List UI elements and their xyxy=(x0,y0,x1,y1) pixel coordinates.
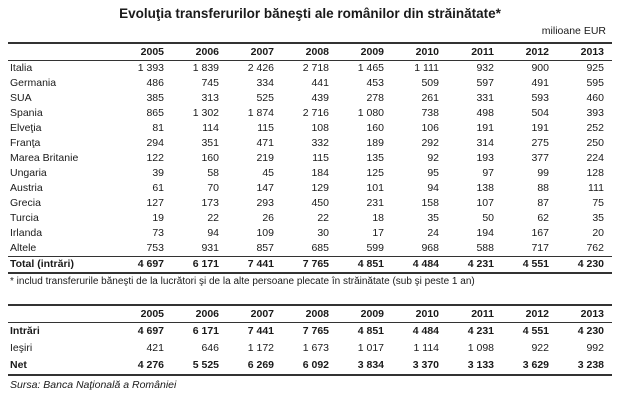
value-cell: 925 xyxy=(586,62,604,74)
row-label: Net xyxy=(10,359,27,371)
table-row xyxy=(8,357,612,375)
value-cell: 1 172 xyxy=(247,342,274,354)
value-cell: 95 xyxy=(427,167,439,179)
value-cell: 107 xyxy=(476,197,494,209)
value-cell: 58 xyxy=(207,167,219,179)
value-cell: 160 xyxy=(201,152,219,164)
value-cell: 595 xyxy=(586,77,604,89)
value-cell: 19 xyxy=(152,212,164,224)
value-cell: 3 133 xyxy=(467,359,494,371)
value-cell: 127 xyxy=(146,197,164,209)
table-row xyxy=(8,91,612,106)
transfers-by-country-table xyxy=(8,42,612,274)
value-cell: 18 xyxy=(372,212,384,224)
value-cell: 108 xyxy=(311,122,329,134)
value-cell: 385 xyxy=(146,92,164,104)
value-cell: 593 xyxy=(531,92,549,104)
year-header: 2013 xyxy=(580,45,604,58)
value-cell: 35 xyxy=(427,212,439,224)
year-header: 2007 xyxy=(250,307,274,320)
row-label: Italia xyxy=(10,62,33,74)
value-cell: 50 xyxy=(482,212,494,224)
value-cell: 24 xyxy=(427,227,439,239)
value-cell: 62 xyxy=(537,212,549,224)
value-cell: 992 xyxy=(586,342,604,354)
value-cell: 125 xyxy=(366,167,384,179)
row-label: Marea Britanie xyxy=(10,152,79,164)
year-header: 2009 xyxy=(360,45,384,58)
year-header: 2011 xyxy=(471,45,494,58)
year-header: 2005 xyxy=(140,307,164,320)
table-row xyxy=(8,257,612,274)
value-cell: 194 xyxy=(476,227,494,239)
value-cell: 4 230 xyxy=(577,325,604,337)
value-cell: 294 xyxy=(146,137,164,149)
value-cell: 61 xyxy=(152,182,164,194)
year-header: 2008 xyxy=(305,307,329,320)
row-label: Grecia xyxy=(10,197,41,209)
value-cell: 6 171 xyxy=(192,258,219,270)
row-label: Altele xyxy=(10,242,37,254)
value-cell: 4 231 xyxy=(467,258,494,270)
table-row xyxy=(8,226,612,241)
value-cell: 351 xyxy=(201,137,219,149)
table-row xyxy=(8,136,612,151)
value-cell: 460 xyxy=(586,92,604,104)
corner-cell xyxy=(8,305,117,323)
value-cell: 173 xyxy=(201,197,219,209)
value-cell: 99 xyxy=(537,167,549,179)
value-cell: 753 xyxy=(146,242,164,254)
corner-cell xyxy=(8,43,117,61)
year-header: 2009 xyxy=(360,307,384,320)
value-cell: 1 111 xyxy=(414,62,439,74)
value-cell: 106 xyxy=(421,122,439,134)
year-header: 2006 xyxy=(195,307,219,320)
value-cell: 224 xyxy=(586,152,604,164)
value-cell: 3 238 xyxy=(577,359,604,371)
year-header: 2013 xyxy=(580,307,604,320)
value-cell: 22 xyxy=(317,212,329,224)
value-cell: 122 xyxy=(146,152,164,164)
value-cell: 745 xyxy=(201,77,219,89)
value-cell: 1 017 xyxy=(357,342,384,354)
value-cell: 6 269 xyxy=(247,359,274,371)
table-row xyxy=(8,121,612,136)
value-cell: 4 697 xyxy=(137,258,164,270)
value-cell: 6 171 xyxy=(192,325,219,337)
year-header: 2012 xyxy=(525,45,549,58)
row-label: Intrări xyxy=(10,325,40,337)
row-label: Ungaria xyxy=(10,167,47,179)
value-cell: 189 xyxy=(366,137,384,149)
value-cell: 128 xyxy=(586,167,604,179)
value-cell: 191 xyxy=(476,122,494,134)
value-cell: 4 551 xyxy=(522,258,549,270)
value-cell: 1 839 xyxy=(192,62,219,74)
value-cell: 393 xyxy=(586,107,604,119)
value-cell: 81 xyxy=(152,122,164,134)
value-cell: 439 xyxy=(311,92,329,104)
value-cell: 486 xyxy=(146,77,164,89)
unit-label: milioane EUR xyxy=(541,25,606,37)
value-cell: 4 231 xyxy=(467,325,494,337)
value-cell: 115 xyxy=(257,122,274,134)
value-cell: 314 xyxy=(476,137,494,149)
year-header: 2008 xyxy=(305,45,329,58)
value-cell: 471 xyxy=(256,137,274,149)
footnote: * includ transferurile băneşti de la lucrători şi de la alte persoane plecate în străinătate (sub şi peste 1 an) xyxy=(10,276,475,287)
table-row xyxy=(8,166,612,181)
value-cell: 498 xyxy=(476,107,494,119)
value-cell: 5 525 xyxy=(192,359,219,371)
value-cell: 261 xyxy=(421,92,439,104)
table-row xyxy=(8,340,612,357)
value-cell: 26 xyxy=(262,212,274,224)
value-cell: 231 xyxy=(366,197,384,209)
header-row xyxy=(8,43,612,61)
value-cell: 87 xyxy=(537,197,549,209)
value-cell: 922 xyxy=(531,342,549,354)
value-cell: 1 098 xyxy=(467,342,494,354)
value-cell: 1 874 xyxy=(247,107,274,119)
table-row xyxy=(8,323,612,341)
value-cell: 129 xyxy=(311,182,329,194)
value-cell: 101 xyxy=(366,182,384,194)
value-cell: 160 xyxy=(366,122,384,134)
value-cell: 167 xyxy=(531,227,549,239)
value-cell: 45 xyxy=(262,167,274,179)
value-cell: 7 765 xyxy=(302,258,329,270)
row-label: Spania xyxy=(10,107,43,119)
value-cell: 293 xyxy=(256,197,274,209)
row-label: Irlanda xyxy=(10,227,43,239)
value-cell: 2 426 xyxy=(247,62,274,74)
value-cell: 73 xyxy=(152,227,164,239)
value-cell: 250 xyxy=(586,137,604,149)
value-cell: 4 851 xyxy=(357,325,384,337)
value-cell: 313 xyxy=(201,92,219,104)
value-cell: 685 xyxy=(311,242,329,254)
row-label: Turcia xyxy=(10,212,39,224)
value-cell: 1 080 xyxy=(357,107,384,119)
value-cell: 1 673 xyxy=(302,342,329,354)
value-cell: 39 xyxy=(152,167,164,179)
row-label: Elveţia xyxy=(10,122,42,134)
table-row xyxy=(8,151,612,166)
value-cell: 7 441 xyxy=(247,258,274,270)
value-cell: 278 xyxy=(366,92,384,104)
row-label: Franţa xyxy=(10,137,41,149)
value-cell: 738 xyxy=(421,107,439,119)
value-cell: 147 xyxy=(256,182,274,194)
year-header: 2005 xyxy=(140,45,164,58)
value-cell: 4 276 xyxy=(137,359,164,371)
value-cell: 3 370 xyxy=(412,359,439,371)
table-row xyxy=(8,196,612,211)
source-note: Sursa: Banca Naţională a României xyxy=(10,379,177,391)
value-cell: 97 xyxy=(482,167,494,179)
table-row xyxy=(8,241,612,257)
value-cell: 193 xyxy=(476,152,494,164)
value-cell: 331 xyxy=(476,92,494,104)
value-cell: 450 xyxy=(311,197,329,209)
value-cell: 22 xyxy=(207,212,219,224)
value-cell: 857 xyxy=(256,242,274,254)
value-cell: 599 xyxy=(366,242,384,254)
table-row xyxy=(8,106,612,121)
value-cell: 114 xyxy=(202,122,219,134)
value-cell: 17 xyxy=(372,227,384,239)
value-cell: 931 xyxy=(201,242,219,254)
value-cell: 2 716 xyxy=(302,107,329,119)
value-cell: 377 xyxy=(531,152,549,164)
value-cell: 717 xyxy=(531,242,549,254)
year-header: 2012 xyxy=(525,307,549,320)
value-cell: 932 xyxy=(476,62,494,74)
value-cell: 4 484 xyxy=(412,258,439,270)
value-cell: 441 xyxy=(311,77,329,89)
value-cell: 865 xyxy=(146,107,164,119)
row-label: Total (intrări) xyxy=(10,258,74,270)
value-cell: 597 xyxy=(476,77,494,89)
value-cell: 35 xyxy=(592,212,604,224)
value-cell: 7 765 xyxy=(302,325,329,337)
value-cell: 7 441 xyxy=(247,325,274,337)
header-row xyxy=(8,305,612,323)
value-cell: 4 851 xyxy=(357,258,384,270)
value-cell: 20 xyxy=(592,227,604,239)
value-cell: 115 xyxy=(312,152,329,164)
value-cell: 158 xyxy=(421,197,439,209)
value-cell: 762 xyxy=(586,242,604,254)
value-cell: 70 xyxy=(207,182,219,194)
value-cell: 4 484 xyxy=(412,325,439,337)
value-cell: 111 xyxy=(588,182,604,194)
value-cell: 219 xyxy=(256,152,274,164)
table-row xyxy=(8,76,612,91)
table-row xyxy=(8,181,612,196)
value-cell: 4 551 xyxy=(522,325,549,337)
row-label: Austria xyxy=(10,182,43,194)
value-cell: 491 xyxy=(531,77,549,89)
value-cell: 646 xyxy=(201,342,219,354)
value-cell: 421 xyxy=(146,342,164,354)
value-cell: 184 xyxy=(311,167,329,179)
value-cell: 6 092 xyxy=(302,359,329,371)
value-cell: 453 xyxy=(366,77,384,89)
value-cell: 334 xyxy=(256,77,274,89)
page-title: Evoluţia transferurilor băneşti ale românilor din străinătate* xyxy=(119,6,501,21)
year-header: 2010 xyxy=(415,307,439,320)
value-cell: 2 718 xyxy=(302,62,329,74)
row-label: SUA xyxy=(10,92,32,104)
value-cell: 94 xyxy=(427,182,439,194)
value-cell: 109 xyxy=(256,227,274,239)
row-label: Germania xyxy=(10,77,57,89)
year-header: 2011 xyxy=(471,307,494,320)
value-cell: 30 xyxy=(317,227,329,239)
value-cell: 332 xyxy=(311,137,329,149)
value-cell: 1 465 xyxy=(357,62,384,74)
year-header: 2010 xyxy=(415,45,439,58)
value-cell: 1 114 xyxy=(413,342,439,354)
value-cell: 94 xyxy=(207,227,219,239)
value-cell: 525 xyxy=(256,92,274,104)
value-cell: 92 xyxy=(427,152,439,164)
summary-table xyxy=(8,304,612,376)
value-cell: 88 xyxy=(537,182,549,194)
value-cell: 509 xyxy=(421,77,439,89)
value-cell: 968 xyxy=(421,242,439,254)
value-cell: 275 xyxy=(531,137,549,149)
row-label: Ieşiri xyxy=(10,342,33,354)
value-cell: 75 xyxy=(592,197,604,209)
year-header: 2006 xyxy=(195,45,219,58)
table-row xyxy=(8,211,612,226)
value-cell: 900 xyxy=(531,62,549,74)
value-cell: 3 834 xyxy=(357,359,384,371)
value-cell: 504 xyxy=(531,107,549,119)
value-cell: 4 697 xyxy=(137,325,164,337)
value-cell: 252 xyxy=(586,122,604,134)
value-cell: 135 xyxy=(366,152,384,164)
value-cell: 3 629 xyxy=(522,359,549,371)
value-cell: 292 xyxy=(421,137,439,149)
table-row xyxy=(8,61,612,77)
year-header: 2007 xyxy=(250,45,274,58)
value-cell: 4 230 xyxy=(577,258,604,270)
value-cell: 1 302 xyxy=(192,107,219,119)
value-cell: 138 xyxy=(476,182,494,194)
value-cell: 588 xyxy=(476,242,494,254)
value-cell: 191 xyxy=(531,122,549,134)
value-cell: 1 393 xyxy=(137,62,164,74)
